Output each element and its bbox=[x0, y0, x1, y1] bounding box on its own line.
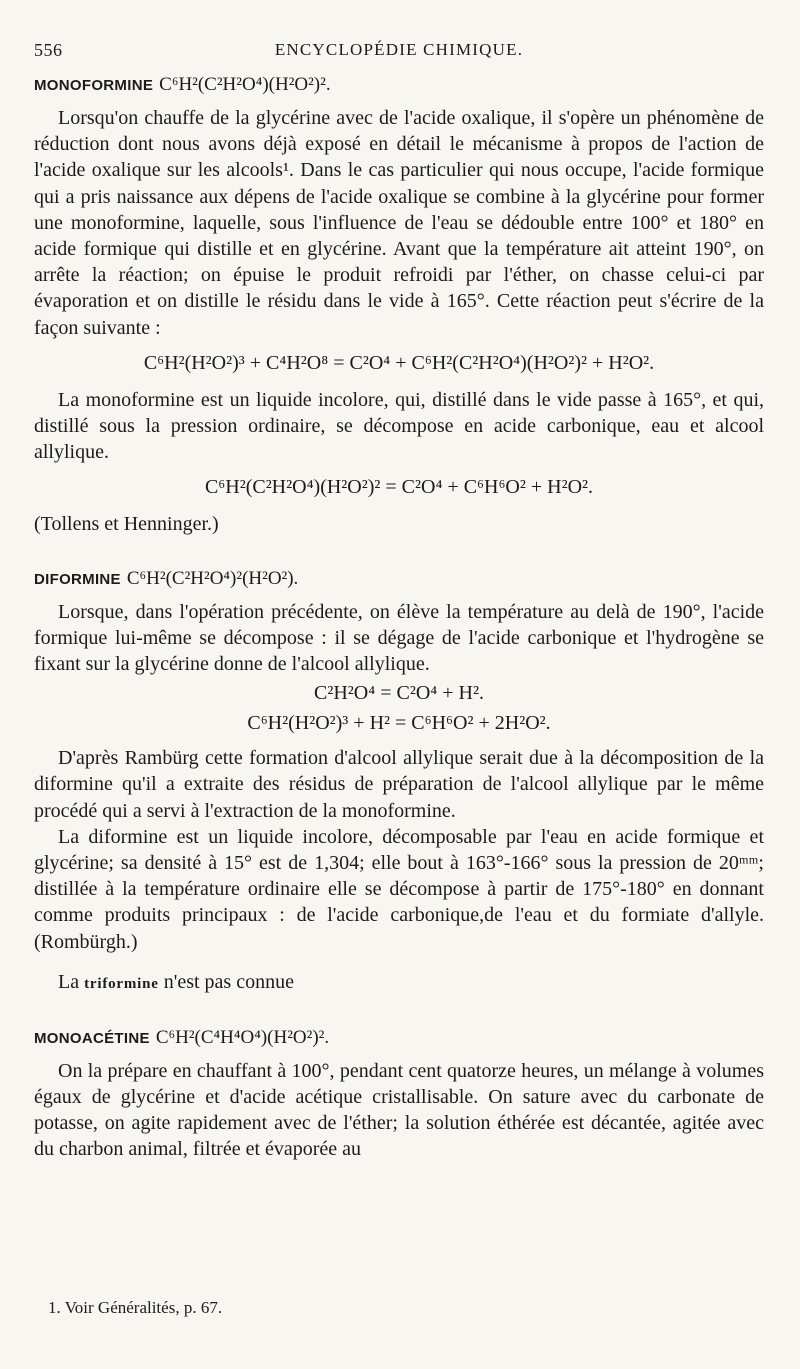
diformine-paragraph-2: D'après Rambürg cette formation d'alcool allylique serait due à la décomposition de la diformine qu'il a extraite des résidus de préparation de l'alcool allylique par le même procédé qui a servi à l'extraction de la monoformine. bbox=[34, 747, 764, 822]
diformine-equation-2: C⁶H²(H²O²)³ + H² = C⁶H⁶O² + 2H²O². bbox=[247, 712, 551, 735]
monoacetine-paragraph-1: On la prépare en chauffant à 100°, pendant cent quatorze heures, un mélange à volumes égaux de glycérine et d'acide acétique cristallisable. On sature avec du carbonate de potasse, on agite rapidement avec de l'éther; la solution éthérée est décantée, agitée avec du charbon animal, filtrée et évaporée au bbox=[34, 1059, 764, 1161]
diformine-heading bbox=[34, 566, 764, 593]
diformine-formula: C⁶H²(C²H²O⁴)²(H²O²). bbox=[126, 567, 299, 589]
diformine-paragraph-3: La diformine est un liquide incolore, décomposable par l'eau en acide formique et glycérine; sa densité à 15° est de 1,304; elle bout à 163°-166° sous la pression de 20ᵐᵐ; distillée à la température ordinaire elle se décompose à partir de 175°-180° en donnant comme produits principaux : de l'acide carbonique,de l'eau et du formiate d'allyle. (Rombürgh.) bbox=[34, 825, 764, 953]
monoformine-paragraph-2: La monoformine est un liquide incolore, qui, distillé dans le vide passe à 165°, et qui, distillé sous la pression ordinaire, se décompose en acide carbonique, eau et alcool allylique. bbox=[34, 388, 764, 464]
diformine-paragraph-1: Lorsque, dans l'opération précédente, on élève la température au delà de 190°, l'acide formique lui-même se décompose : il se dégage de l'acide carbonique et l'hydrogène se fixant sur la glycérine donne de l'alcool allylique. bbox=[34, 600, 764, 676]
monoacetine-heading bbox=[34, 1025, 764, 1052]
monoformine-attribution: (Tollens et Henninger.) bbox=[34, 513, 219, 536]
running-head bbox=[34, 40, 764, 66]
monoformine-paragraph-1: Lorsqu'on chauffe de la glycérine avec de l'acide oxalique, il s'opère un phénomène de réduction dont nous avons déjà exposé en détail le mécanisme à propos de l'action de l'acide oxalique sur les alcools¹. Dans le cas particulier qui nous occupe, l'acide formique qui a pris naissance aux dépens de l'acide oxalique se combine à la glycérine pour former une monoformine, laquelle, sous l'influence de l'eau se dédouble entre 100° et 180° en acide formique qui distille et en glycérine. Avant que la température ait atteint 190°, on arrête la réaction; on épuise le produit refroidi par l'éther, on chasse celui-ci par évaporation et on distille le résidu dans le vide à 165°. Cette réaction peut s'écrire de la façon suivante : bbox=[34, 107, 764, 339]
diformine-label: DIFORMINE bbox=[34, 570, 121, 588]
triformine-word: triformine bbox=[84, 975, 159, 992]
monoformine-formula: C⁶H²(C²H²O⁴)(H²O²)². bbox=[159, 74, 331, 95]
monoformine-label: MONOFORMINE bbox=[34, 77, 154, 94]
triformine-prefix: La bbox=[58, 970, 80, 993]
page-number: 556 bbox=[34, 40, 63, 60]
document-page bbox=[34, 40, 764, 1163]
triformine-suffix: n'est pas connue bbox=[163, 970, 294, 993]
diformine-equation-1: C²H²O⁴ = C²O⁴ + H². bbox=[314, 682, 484, 705]
monoformine-equation-2: C⁶H²(C²H²O⁴)(H²O²)² = C²O⁴ + C⁶H⁶O² + H²O². bbox=[204, 476, 594, 499]
monoformine-equation-1: C⁶H²(H²O²)³ + C⁴H²O⁸ = C²O⁴ + C⁶H²(C²H²O⁴)(H²O²)² + H²O². bbox=[143, 351, 655, 374]
monoformine-heading bbox=[34, 72, 764, 99]
footnote: 1. Voir Généralités, p. 67. bbox=[48, 1298, 223, 1317]
running-title: ENCYCLOPÉDIE CHIMIQUE. bbox=[274, 40, 524, 59]
monoacetine-label: MONOACÉTINE bbox=[34, 1029, 150, 1047]
triformine-line bbox=[34, 969, 764, 997]
monoacetine-formula: C⁶H²(C⁴H⁴O⁴)(H²O²)². bbox=[155, 1026, 330, 1048]
